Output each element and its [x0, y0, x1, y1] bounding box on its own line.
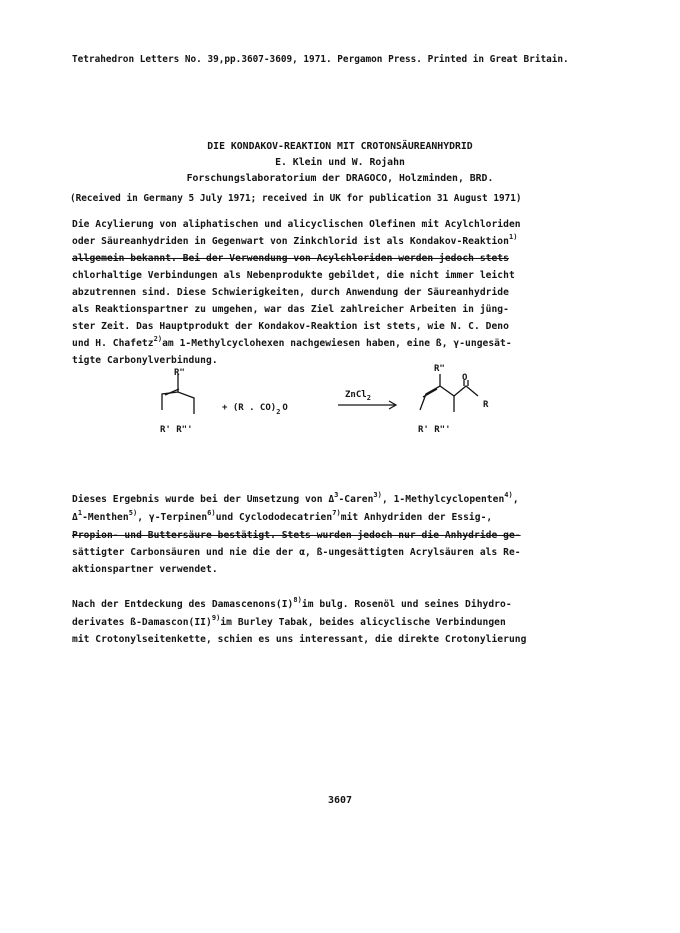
reagent-label [345, 390, 371, 402]
anhydride-subscript: 2 [276, 408, 281, 416]
affiliation: Forschungslaboratorium der DRAGOCO, Holzminden, BRD. [186, 173, 494, 184]
page-number: 3607 [327, 795, 353, 806]
anhydride-oxygen: O [282, 403, 288, 413]
text-span: mit Anhydriden der Essig-, [340, 512, 493, 523]
reference-marker: 4) [504, 491, 513, 499]
anhydride-text: + (R . CO) [222, 403, 277, 413]
text-line: chlorhaltige Verbindungen als Nebenprodukte gebildet, die nicht immer leicht [72, 270, 515, 281]
authors: E. Klein und W. Rojahn [275, 157, 405, 168]
text-line: sättigter Carbonsäuren und nie die der α, ß-ungesättigten Acrylsäuren als Re- [72, 547, 521, 558]
product-oxygen: O [462, 373, 468, 383]
reference-marker: 7) [332, 509, 341, 517]
reference-marker: 3) [373, 491, 382, 499]
reactant-r-bottom: R' R"' [160, 425, 193, 435]
superscript: 1 [77, 509, 83, 517]
reference-marker: 8) [293, 596, 302, 604]
text-line: mit Crotonylseitenkette, schien es uns interessant, die direkte Crotonylierung [72, 634, 527, 645]
product-r-bottom: R' R"' [418, 425, 451, 435]
text-span: am 1-Methylcyclohexen nachgewiesen haben, eine ß, γ-ungesät- [162, 338, 512, 349]
text-line: als Reaktionspartner zu umgehen, war das Ziel zahlreicher Arbeiten in jüng- [72, 304, 509, 315]
text-span: , 1-Methylcyclopenten [381, 494, 505, 505]
text-line: Propion- und Buttersäure bestätigt. Stets wurden jedoch nur die Anhydride ge- [72, 530, 521, 541]
product-structure [420, 374, 478, 412]
superscript: 3 [334, 491, 339, 499]
text-span: oder Säureanhydriden in Gegenwart von Zinkchlorid ist als Kondakov-Reaktion [72, 236, 509, 247]
text-span: im Burley Tabak, beides alicyclische Verbindungen [220, 617, 506, 628]
anhydride-formula [222, 403, 288, 416]
text-span: -Menthen [82, 512, 129, 523]
text-line [72, 509, 493, 523]
text-span: im bulg. Rosenöl und seines Dihydro- [301, 599, 512, 610]
reference-marker: 5) [128, 509, 138, 517]
text-line [72, 596, 512, 610]
reactant-structure [162, 374, 194, 414]
text-span: Δ [72, 512, 78, 523]
reference-marker: 9) [211, 614, 221, 622]
journal-header: Tetrahedron Letters No. 39,pp.3607-3609, 1971. Pergamon Press. Printed in Great Britain. [72, 54, 569, 65]
product-r-top: R" [434, 364, 445, 374]
text-line: ster Zeit. Das Hauptprodukt der Kondakov-Reaktion ist stets, wie N. C. Deno [72, 321, 509, 332]
text-line: tigte Carbonylverbindung. [72, 355, 218, 366]
text-span: und H. Chafetz [72, 338, 154, 349]
text-line [72, 491, 519, 505]
reference-marker: 1) [508, 233, 518, 241]
reagent-subscript: 2 [366, 394, 371, 402]
text-span: und Cyclododecatrien [215, 512, 333, 523]
text-span: Dieses Ergebnis wurde bei der Umsetzung von Δ [72, 494, 335, 505]
product-r: R [483, 400, 489, 410]
reference-marker: 6) [207, 509, 216, 517]
text-line: abzutrennen sind. Diese Schwierigkeiten, durch Anwendung der Säureanhydride [72, 287, 509, 298]
reference-marker: 2) [153, 335, 163, 343]
text-span: , [512, 494, 519, 505]
text-span: Nach der Entdeckung des Damascenons(I) [72, 599, 294, 610]
text-span: derivates ß-Damascon(II) [72, 617, 212, 628]
reagent-text: ZnCl [345, 390, 367, 400]
reactant-r-top: R" [174, 368, 185, 378]
text-line: aktionspartner verwendet. [72, 564, 218, 575]
article-title: DIE KONDAKOV-REAKTION MIT CROTONSÄUREANHYDRID [207, 141, 473, 152]
text-span: -Caren [338, 494, 374, 505]
text-line: Die Acylierung von aliphatischen und alicyclischen Olefinen mit Acylchloriden [72, 219, 521, 230]
reaction-arrow [338, 401, 396, 409]
received-dates: (Received in Germany 5 July 1971; received in UK for publication 31 August 1971) [70, 193, 522, 204]
text-line [72, 614, 506, 628]
text-span: , γ-Terpinen [137, 512, 208, 523]
text-line: allgemein bekannt. Bei der Verwendung von Acylchloriden werden jedoch stets [72, 253, 509, 264]
